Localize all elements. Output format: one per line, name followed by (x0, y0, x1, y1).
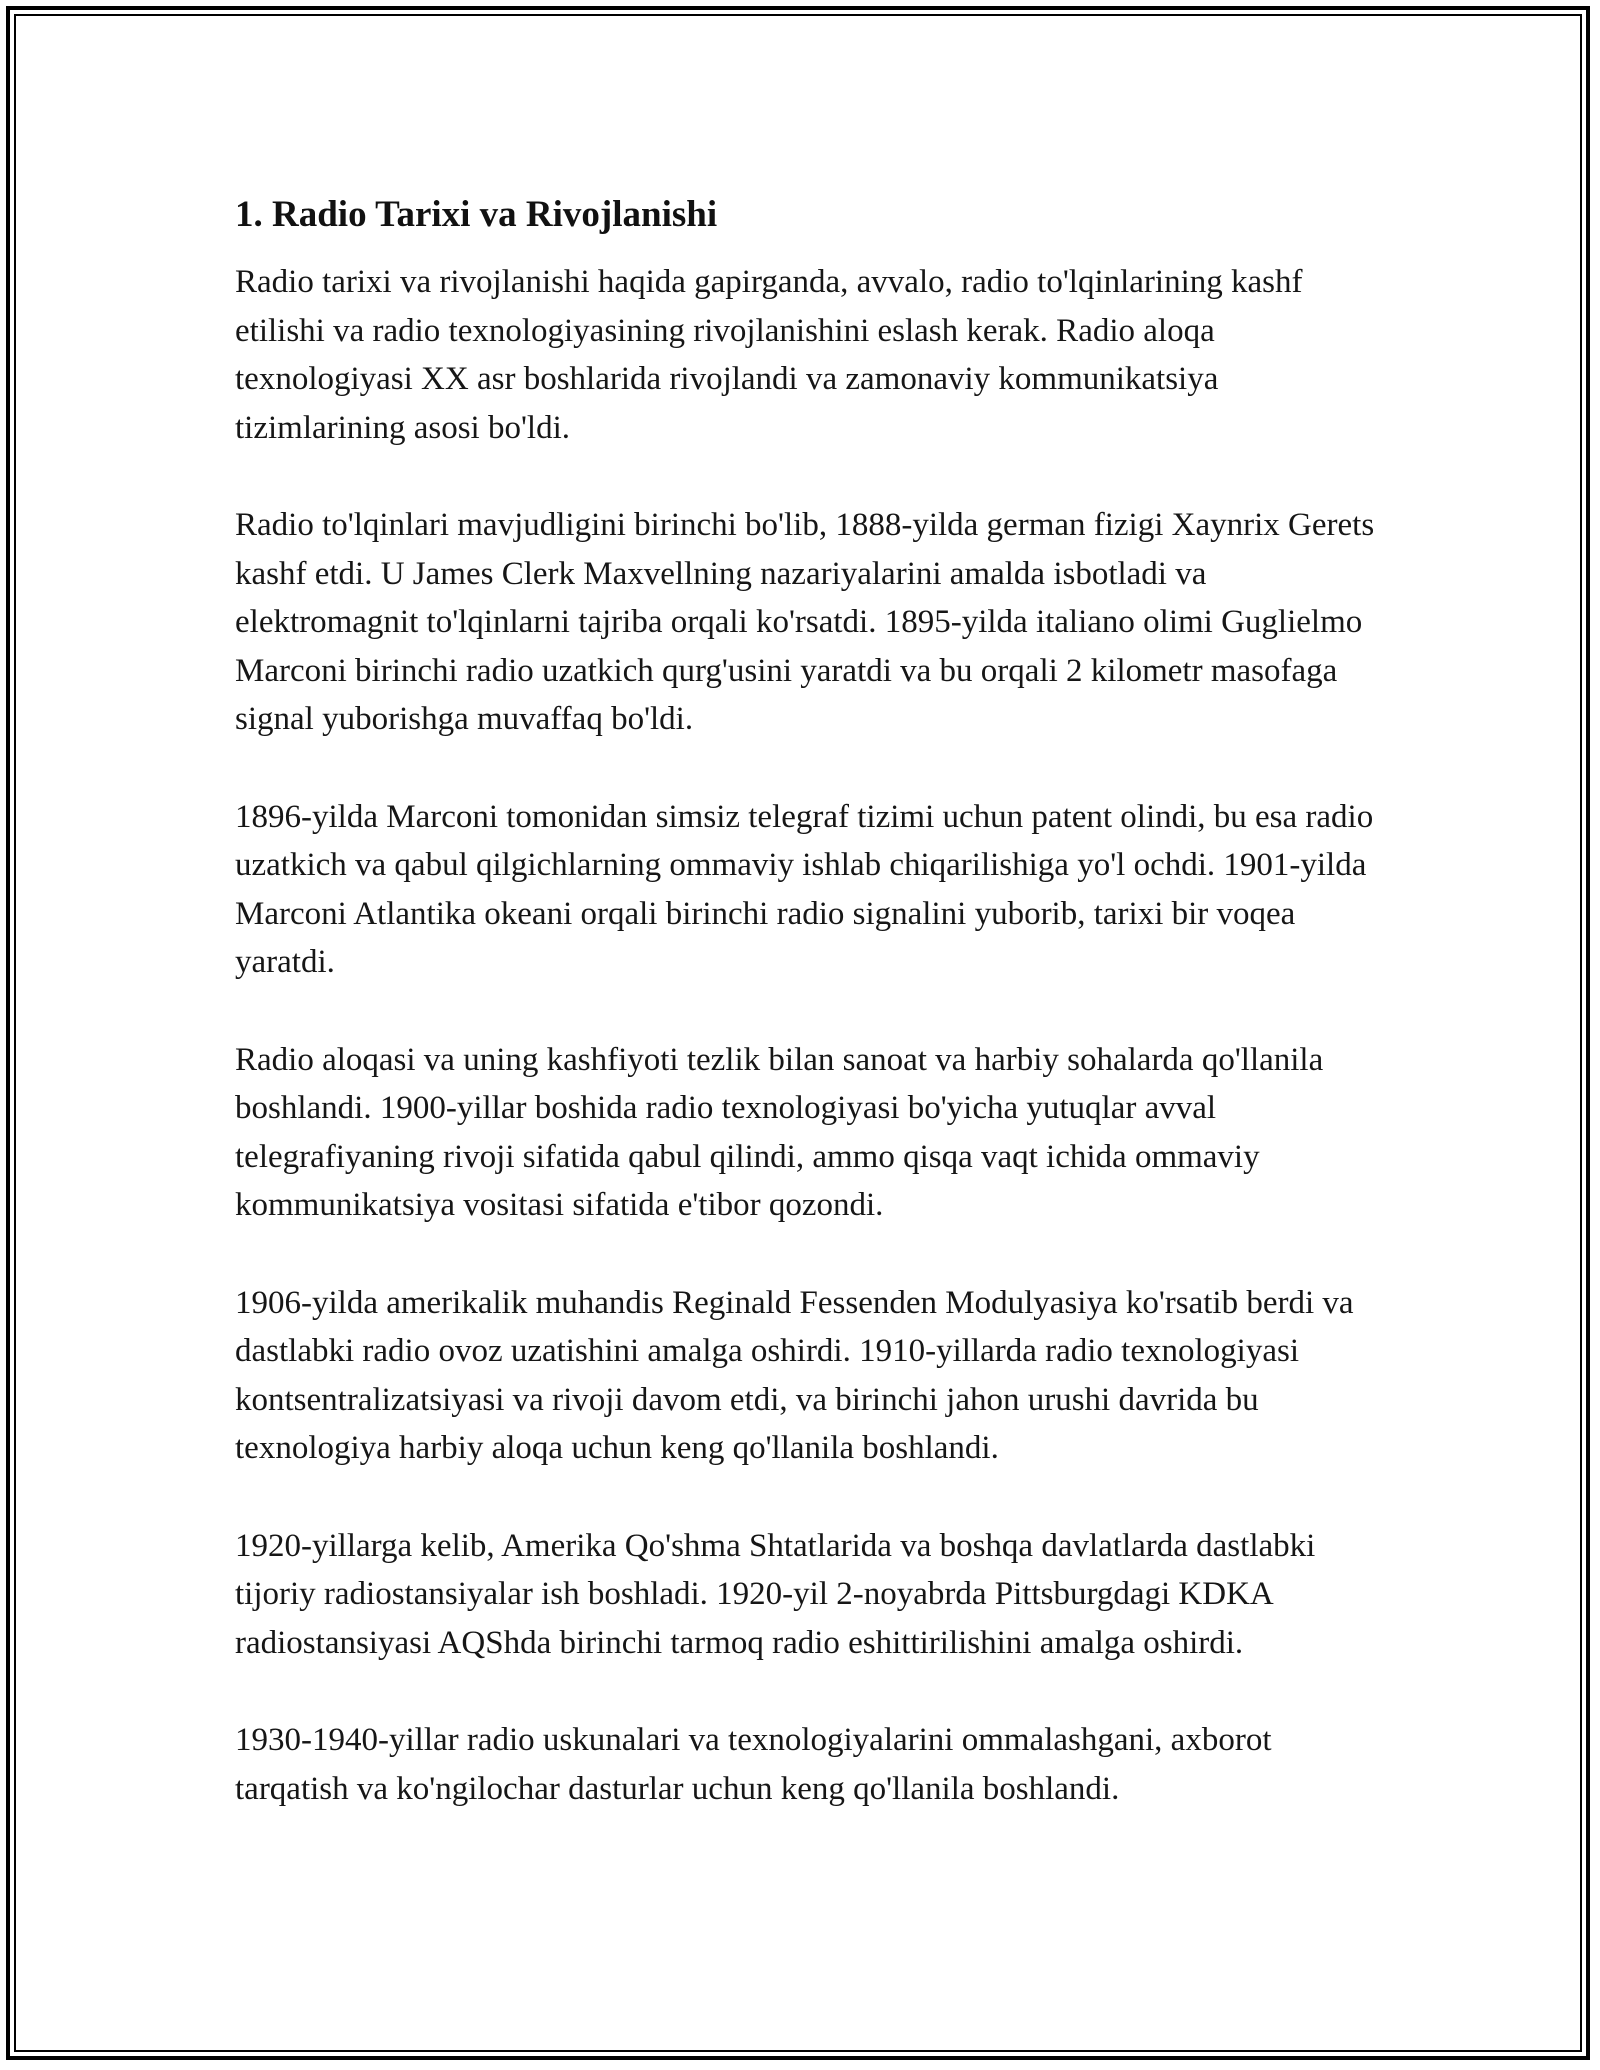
paragraph-2: Radio to'lqinlari mavjudligini birinchi bo'lib, 1888-yilda german fizigi Xaynrix Gerets kashf etdi. U James Clerk Maxvellning nazariyalarini amalda isbotladi va elektromagnit to'lqinlarni tajriba orqali ko'rsatdi. 1895-yilda italiano olimi Guglielmo Marconi birinchi radio uzatkich qurg'usini yaratdi va bu orqali 2 kilometr masofaga signal yuborishga muvaffaq bo'ldi. (235, 507, 1375, 737)
paragraph-5: 1906-yilda amerikalik muhandis Reginald Fessenden Modulyasiya ko'rsatib berdi va dastlabki radio ovoz uzatishini amalga oshirdi. 1910-yillarda radio texnologiyasi kontsentralizatsiyasi va rivoji davom etdi, va birinchi jahon urushi davrida bu texnologiya harbiy aloqa uchun keng qo'llanila boshlandi. (235, 1284, 1354, 1466)
paragraph-4: Radio aloqasi va uning kashfiyoti tezlik bilan sanoat va harbiy sohalarda qo'llanila boshlandi. 1900-yillar boshida radio texnologiyasi bo'yicha yutuqlar avval telegrafiyaning rivoji sifatida qabul qilindi, ammo qisqa vaqt ichida ommaviy kommunikatsiya vositasi sifatida e'tibor qozondi. (235, 1041, 1324, 1223)
paragraph-3: 1896-yilda Marconi tomonidan simsiz telegraf tizimi uchun patent olindi, bu esa radio uzatkich va qabul qilgichlarning ommaviy ishlab chiqarilishiga yo'l ochdi. 1901-yilda Marconi Atlantika okeani orqali birinchi radio signalini yuborib, tarixi bir voqea yaratdi. (235, 798, 1374, 980)
section-heading: 1. Radio Tarixi va Rivojlanishi (235, 194, 718, 235)
paragraph-1: Radio tarixi va rivojlanishi haqida gapirganda, avvalo, radio to'lqinlarining kashf etilishi va radio texnologiyasining rivojlanishini eslash kerak. Radio aloqa texnologiyasi XX asr boshlarida rivojlandi va zamonaviy kommunikatsiya tizimlarining asosi bo'ldi. (235, 264, 1303, 446)
document-body (235, 190, 1375, 1862)
paragraph-7: 1930-1940-yillar radio uskunalari va texnologiyalarini ommalashgani, axborot tarqatish va ko'ngilochar dasturlar uchun keng qo'llanila boshlandi. (235, 1722, 1272, 1807)
paragraph-6: 1920-yillarga kelib, Amerika Qo'shma Shtatlarida va boshqa davlatlarda dastlabki tijoriy radiostansiyalar ish boshladi. 1920-yil 2-noyabrda Pittsburgdagi KDKA radiostansiyasi AQShda birinchi tarmoq radio eshittirilishini amalga oshirdi. (235, 1527, 1316, 1661)
